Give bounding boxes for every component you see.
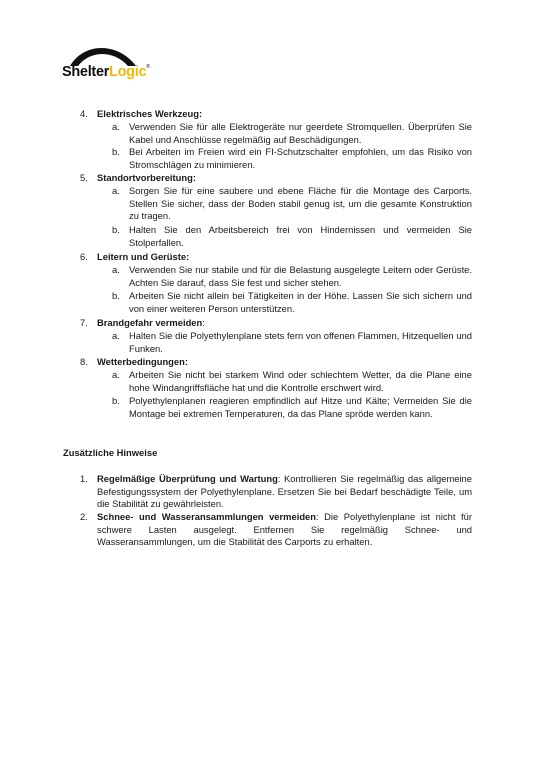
sub-item-text: Verwenden Sie für alle Elektrogeräte nur geerdete Stromquellen. Überprüfen Sie Kabel und Anschlüsse regelmäßig auf Beschädigungen. — [129, 121, 472, 145]
section-title: Zusätzliche Hinweise — [63, 447, 158, 458]
hint-text — [97, 473, 472, 511]
hint-body: : Kontrollieren Sie regelmäßig das allgemeine Befestigungssystem der Polyethylenplane. Ersetzen Sie bei Bedarf beschädigte Teile, um die Stabilität zu gewährleisten. — [97, 473, 472, 510]
sub-item-letter: a. — [112, 369, 120, 380]
hint-number: 1. — [80, 473, 88, 484]
logo-text-logic: Logic — [109, 64, 147, 80]
hint-number: 2. — [80, 511, 88, 522]
list-item-number: 6. — [80, 251, 88, 262]
logo-wordmark — [62, 64, 150, 80]
sub-item-text: Halten Sie die Polyethylenplane stets fern von offenen Flammen, Hitzequellen und Funken. — [129, 330, 472, 354]
sub-item-text: Polyethylenplanen reagieren empfindlich auf Hitze und Kälte; Vermeiden Sie die Montage bei extremen Temperaturen, da das Plane spröde werden kann. — [129, 395, 472, 419]
hint-title: Regelmäßige Überprüfung und Wartung — [97, 473, 278, 484]
list-item-number: 7. — [80, 317, 88, 328]
list-item-title: Standortvorbereitung: — [97, 172, 196, 183]
list-item-title: Brandgefahr vermeiden — [97, 317, 203, 328]
sub-item-letter: a. — [112, 121, 120, 132]
shelterlogic-logo — [60, 40, 150, 86]
sub-item-text: Bei Arbeiten im Freien wird ein FI-Schutzschalter empfohlen, um das Risiko von Stromschlägen zu minimieren. — [129, 146, 472, 170]
sub-item-letter: b. — [112, 146, 120, 157]
list-item-title: Leitern und Gerüste: — [97, 251, 190, 262]
sub-item-letter: b. — [112, 224, 120, 235]
list-item-title-wrap — [97, 317, 205, 330]
list-item-number: 8. — [80, 356, 88, 367]
sub-item-letter: b. — [112, 395, 120, 406]
sub-item-text: Verwenden Sie nur stabile und für die Belastung ausgelegte Leitern oder Gerüste. Achten Sie darauf, dass Sie fest und sicher stehen. — [129, 264, 472, 288]
sub-item-letter: b. — [112, 290, 120, 301]
list-item-number: 4. — [80, 108, 88, 119]
sub-item-text: Halten Sie den Arbeitsbereich frei von Hindernissen und vermeiden Sie Stolperfallen. — [129, 224, 472, 248]
logo-text-shelter: Shelter — [62, 64, 110, 80]
sub-item-letter: a. — [112, 264, 120, 275]
hint-text — [97, 511, 472, 549]
sub-item-text: Sorgen Sie für eine saubere und ebene Fläche für die Montage des Carports. Stellen Sie sicher, dass der Boden stabil genug ist, um die gesamte Konstruktion zu tragen. — [129, 185, 472, 222]
sub-item-text: Arbeiten Sie nicht allein bei Tätigkeiten in der Höhe. Lassen Sie sich sichern und von einer weiteren Person unterstützen. — [129, 290, 472, 314]
list-item-title: Elektrisches Werkzeug: — [97, 108, 203, 119]
hint-title: Schnee- und Wasseransammlungen vermeiden — [97, 511, 316, 522]
sub-item-text: Arbeiten Sie nicht bei starkem Wind oder schlechtem Wetter, da die Plane eine hohe Windangriffsfläche hat und die Kontrolle erschwert wird. — [129, 369, 472, 393]
list-item-number: 5. — [80, 172, 88, 183]
list-item-title-suffix: : — [202, 317, 205, 328]
sub-item-letter: a. — [112, 330, 120, 341]
logo-trademark: ® — [146, 64, 150, 70]
list-item-title: Wetterbedingungen: — [97, 356, 188, 367]
hint-body: : Die Polyethylenplane ist nicht für schwere Lasten ausgelegt. Entfernen Sie regelmäßig Schnee- und Wasseransammlungen, um die Stabilität des Carports zu erhalten. — [97, 511, 472, 548]
sub-item-letter: a. — [112, 185, 120, 196]
